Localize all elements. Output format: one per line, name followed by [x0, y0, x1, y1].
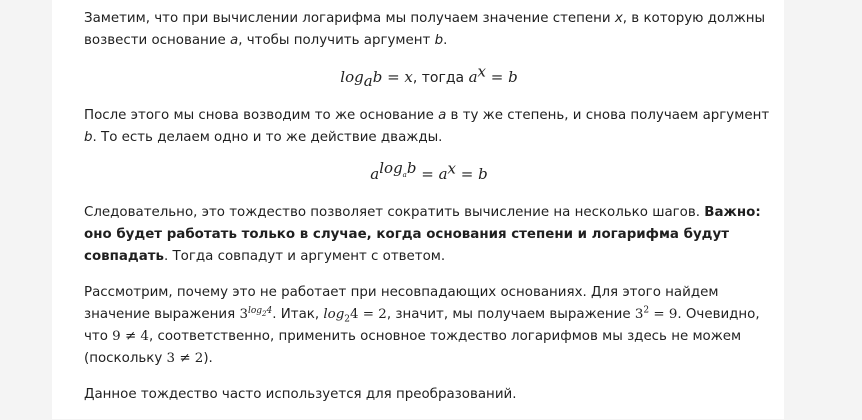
- math-power-exp: x: [477, 62, 486, 81]
- text: Рассмотрим, почему это не работает при несовпадающих основаниях. Для этого найдем значение выражения: [84, 285, 719, 322]
- paragraph-4: [84, 282, 774, 370]
- text: . Тогда совпадут и аргумент с ответом.: [163, 249, 446, 264]
- text: ).: [203, 351, 213, 366]
- math-expression: = 9: [649, 307, 678, 322]
- text: . Очевидно, что: [84, 307, 760, 344]
- math-log: log: [247, 305, 263, 316]
- math-log-base: 2: [262, 309, 267, 318]
- variable-a: a: [230, 33, 239, 48]
- article-page: [52, 0, 784, 419]
- math-equals: =: [416, 165, 439, 183]
- text: , чтобы получить аргумент: [238, 33, 435, 48]
- text: Заметим, что при вычислении логарифма мы получаем значение степени: [84, 11, 615, 26]
- math-exponent: [379, 159, 417, 180]
- text: Следовательно, это тождество позволяет сократить вычисление на несколько шагов.: [84, 205, 705, 220]
- text: в ту же степень, и снова получаем аргумент: [446, 108, 770, 123]
- variable-b: b: [434, 33, 444, 48]
- math-power-base: a: [468, 68, 478, 86]
- text: , значит, мы получаем выражение: [386, 307, 635, 322]
- math-equals-b: = b: [456, 165, 488, 183]
- math-log-arg: b: [372, 68, 383, 86]
- bold-text: Важно: оно будет работать только в случае, когда основания степени и логарифма будут совпадать: [84, 205, 761, 264]
- variable-b: b: [84, 130, 93, 145]
- math-log: log: [323, 307, 345, 322]
- text: . То есть делаем одно и то же действие дважды.: [92, 130, 443, 145]
- math-power-base: a: [438, 165, 448, 183]
- math-base: 3: [239, 307, 248, 322]
- math-base: a: [370, 165, 380, 183]
- math-log: log: [379, 159, 403, 178]
- formula-identity: [84, 159, 774, 186]
- math-exponent: [248, 306, 272, 316]
- text: , в которую должны возвести основание: [84, 11, 766, 48]
- paragraph-3: [84, 202, 774, 268]
- math-expression: 9 ≠ 4: [112, 329, 149, 344]
- paragraph-2: [84, 105, 774, 149]
- text: .: [443, 33, 448, 48]
- math-log-arg: 4: [266, 305, 273, 316]
- formula-text: , тогда: [412, 70, 469, 86]
- text: После этого мы снова возводим то же основание: [84, 108, 439, 123]
- math-log: log: [340, 68, 364, 86]
- variable-x: x: [614, 11, 623, 26]
- variable-a: a: [438, 108, 447, 123]
- math-expression: 4 = 2: [350, 307, 387, 322]
- math-equals-x: = x: [382, 68, 413, 86]
- math-exponent: 2: [643, 305, 650, 316]
- math-expression: 3 ≠ 2: [166, 351, 204, 366]
- math-equals-b: = b: [485, 68, 518, 86]
- text: , соответственно, применить основное тождество логарифмов мы здесь не можем (поскольку: [84, 329, 742, 366]
- math-log-base: a: [402, 171, 407, 180]
- paragraph-1: [84, 8, 774, 52]
- math-log-base: 2: [344, 314, 351, 325]
- math-log-arg: b: [406, 159, 417, 178]
- text: . Итак,: [272, 307, 324, 322]
- formula-definition: [84, 62, 774, 90]
- article-content: [84, 8, 774, 420]
- paragraph-5: [84, 384, 774, 406]
- math-base: 3: [634, 307, 644, 322]
- math-power-exp: x: [447, 159, 456, 178]
- math-log-base: a: [363, 71, 373, 90]
- text: Данное тождество часто используется для преобразований.: [84, 387, 517, 402]
